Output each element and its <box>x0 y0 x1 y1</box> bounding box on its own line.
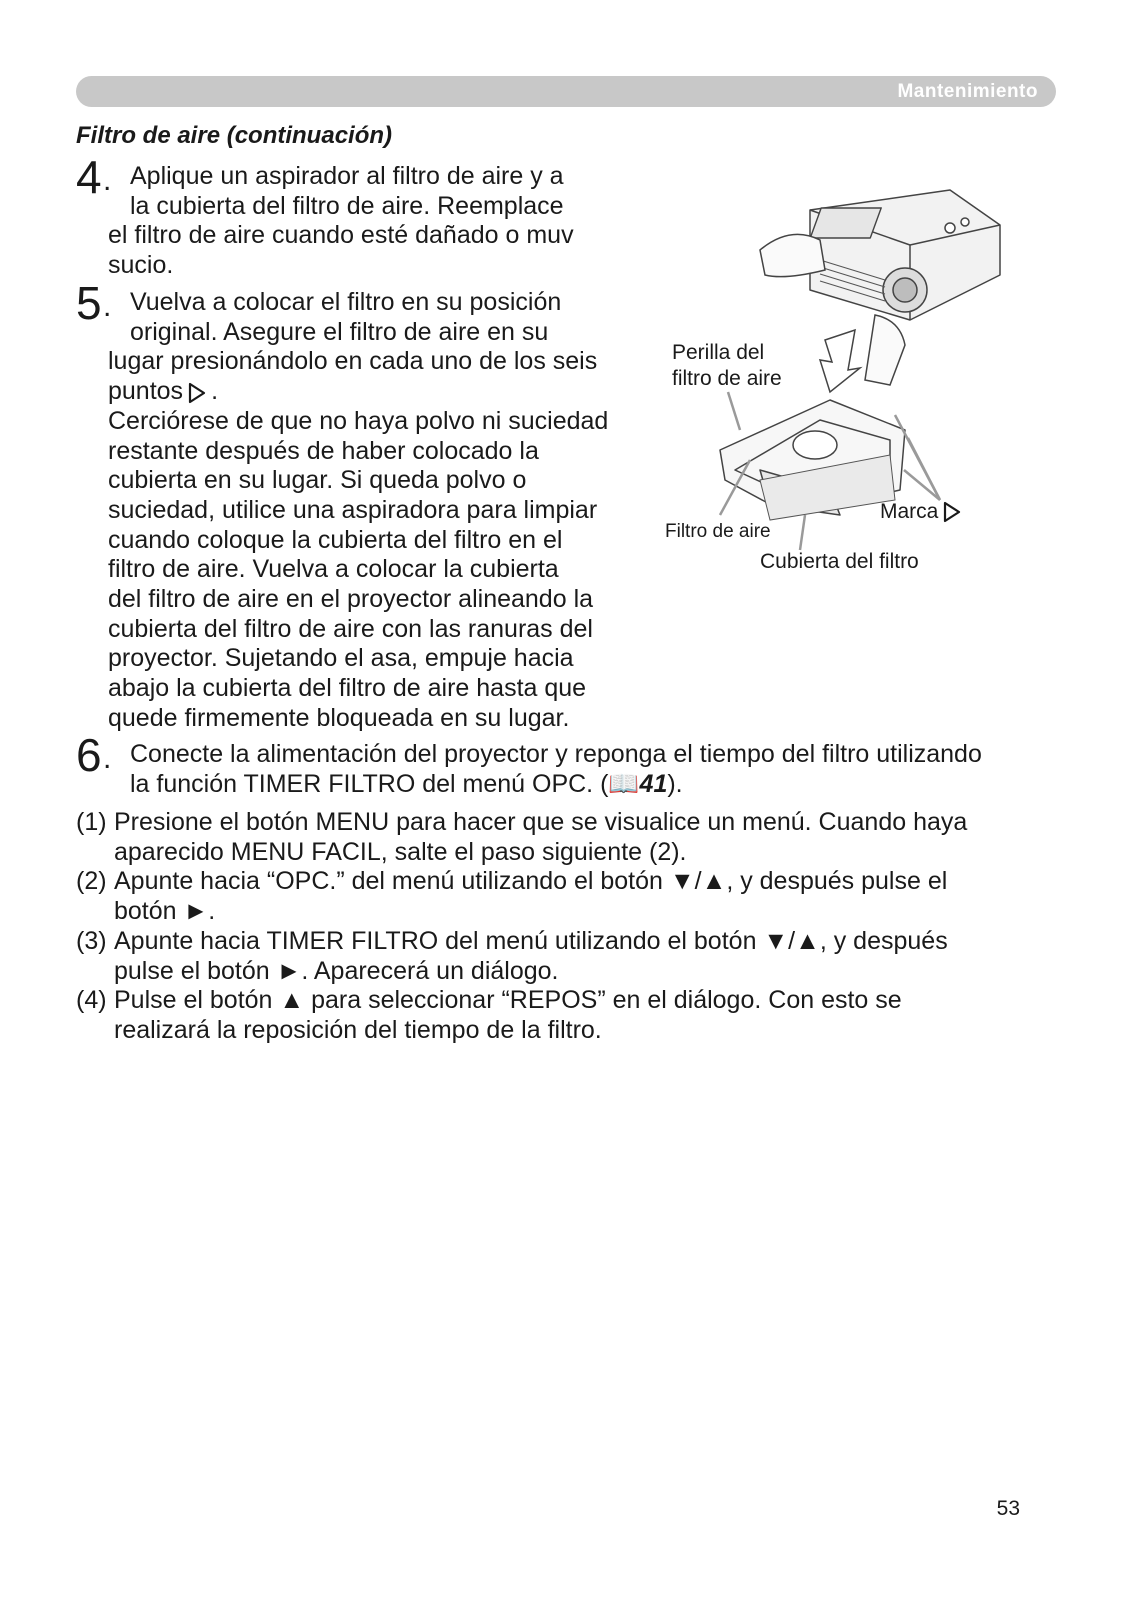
step-text-line <box>76 770 1066 800</box>
substep-number: (1) <box>76 808 107 836</box>
filter-knob-label-line: Perilla del <box>672 341 765 364</box>
step-number: 6 . <box>76 732 102 778</box>
step-number: 5 . <box>76 280 102 326</box>
mark-label-text: Marca <box>880 500 939 523</box>
substep-2 <box>76 867 1066 926</box>
puntos-suffix: . <box>211 377 219 406</box>
substep-text-line: pulse el botón ►. Aparecerá un diálogo. <box>114 956 559 985</box>
section-header-bar <box>76 76 1056 107</box>
mark-triangle-icon <box>187 381 207 405</box>
mark-label <box>880 500 966 524</box>
puntos-label: puntos <box>108 377 184 406</box>
substep-4 <box>76 986 1066 1045</box>
step-text-line: Conecte la alimentación del proyector y reponga el tiempo del filtro utilizando <box>130 740 982 768</box>
substep-text-line: Apunte hacia “OPC.” del menú utilizando el botón ▼/▲, y después pulse el <box>114 867 948 896</box>
step-text-fragment: ). <box>667 769 683 798</box>
step-text-line: sucio. <box>108 251 174 280</box>
step-number: 4 . <box>76 154 102 200</box>
filter-knob-label <box>672 340 782 392</box>
step-4 <box>76 151 636 281</box>
step-text-line: abajo la cubierta del filtro de aire hasta que <box>108 674 587 703</box>
step-text-line: cubierta del filtro de aire con las ranuras del <box>108 614 593 643</box>
step-text-line: suciedad, utilice una aspiradora para limpiar <box>108 495 598 524</box>
substep-list <box>76 808 1066 1046</box>
substep-text-line: Presione el botón MENU para hacer que se visualice un menú. Cuando haya <box>114 808 968 836</box>
step-text-line: quede firmemente bloqueada en su lugar. <box>108 703 570 732</box>
book-icon: 📖 <box>608 769 640 798</box>
substep-number: (3) <box>76 926 107 955</box>
step-text-line: Aplique un aspirador al filtro de aire y a <box>130 162 564 190</box>
page-reference: 41 <box>639 769 668 798</box>
step-text-line <box>76 377 656 407</box>
substep-1 <box>76 808 1066 867</box>
step-text-fragment: la función TIMER FILTRO del menú OPC. ( <box>130 769 609 798</box>
step-text-line: la cubierta del filtro de aire. Reemplace <box>130 191 564 220</box>
step-5 <box>76 277 656 734</box>
page-number: 53 <box>996 1497 1020 1520</box>
step-text-line: cubierta en su lugar. Si queda polvo o <box>108 466 527 495</box>
section-title: Filtro de aire (continuación) <box>76 122 393 149</box>
step-text-line: cuando coloque la cubierta del filtro en el <box>108 525 563 554</box>
substep-text-line: aparecido MENU FACIL, salte el paso siguiente (2). <box>114 837 687 866</box>
step-text-line: Cerciórese de que no haya polvo ni suciedad <box>108 406 609 435</box>
step-text-line: el filtro de aire cuando esté dañado o muv <box>108 221 574 250</box>
substep-number: (2) <box>76 867 107 896</box>
substep-number: (4) <box>76 986 107 1015</box>
substep-text-line: Pulse el botón ▲ para seleccionar “REPOS” en el diálogo. Con esto se <box>114 986 902 1015</box>
air-filter-figure <box>660 170 1060 590</box>
step-text-line: restante después de haber colocado la <box>108 436 539 465</box>
step-text-line: proyector. Sujetando el asa, empuje hacia <box>108 644 574 673</box>
substep-text-line: Apunte hacia TIMER FILTRO del menú utilizando el botón ▼/▲, y después <box>114 926 948 955</box>
step-text-line: Vuelva a colocar el filtro en su posición <box>130 288 562 316</box>
filter-cover-label: Cubierta del filtro <box>760 550 919 573</box>
substep-text-line: realizará la reposición del tiempo de la filtro. <box>114 1015 602 1044</box>
step-6 <box>76 729 1066 799</box>
substep-3 <box>76 927 1066 986</box>
section-header-label: Mantenimiento <box>897 81 1038 102</box>
step-text-line: original. Asegure el filtro de aire en su <box>130 317 549 346</box>
step-text-line: filtro de aire. Vuelva a colocar la cubierta <box>108 555 559 584</box>
air-filter-label: Filtro de aire <box>665 521 771 542</box>
step-text-line: lugar presionándolo en cada uno de los seis <box>108 347 598 376</box>
step-text-line: del filtro de aire en el proyector alineando la <box>108 585 594 614</box>
mark-triangle-icon <box>942 500 962 524</box>
substep-text-line: botón ►. <box>114 897 216 926</box>
filter-knob-label-line: filtro de aire <box>672 367 782 390</box>
